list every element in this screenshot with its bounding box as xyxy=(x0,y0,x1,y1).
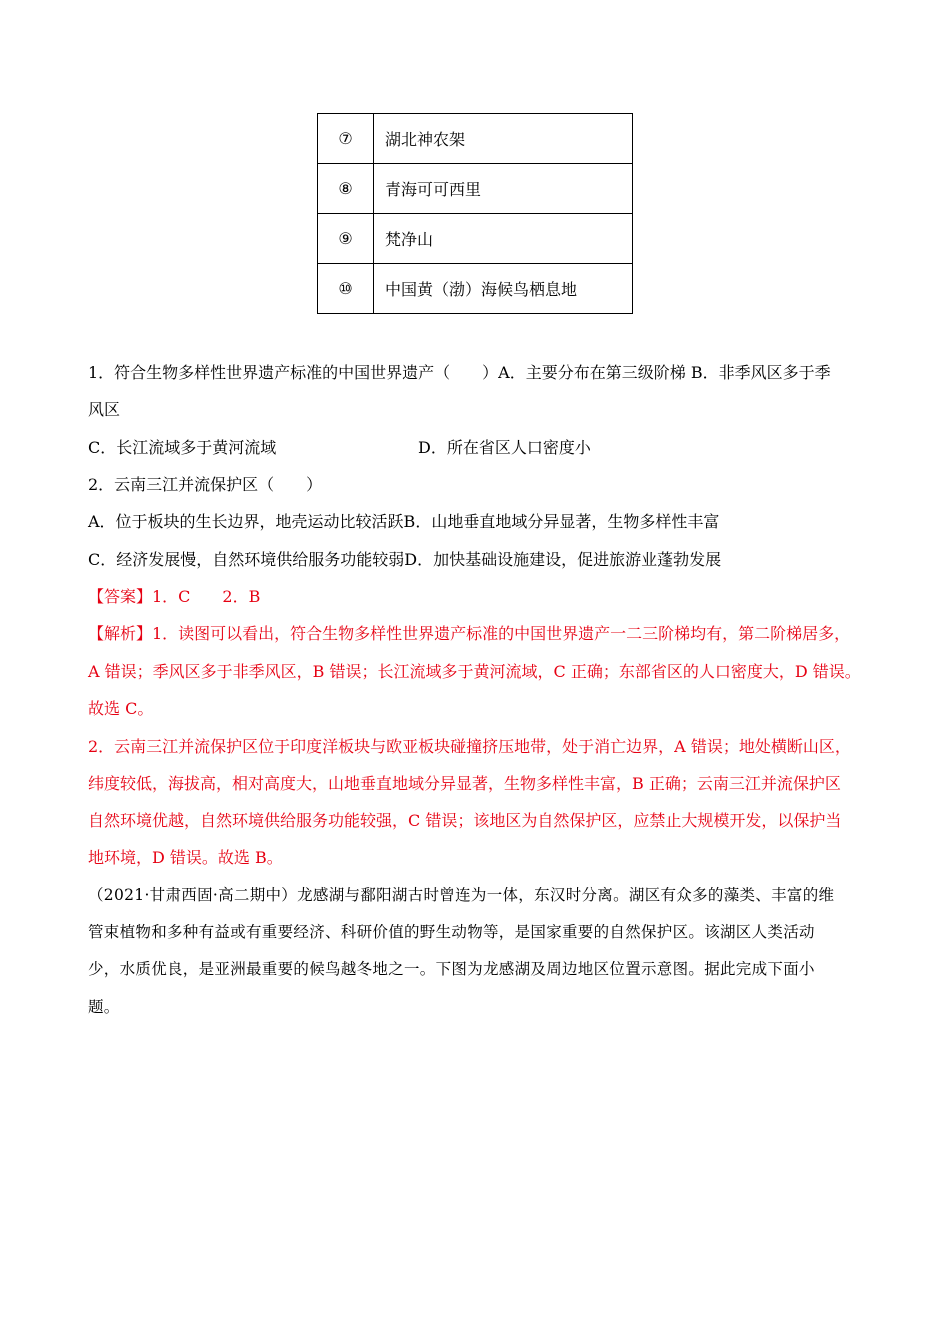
passage-line: 少，水质优良，是亚洲最重要的候鸟越冬地之一。下图为龙感湖及周边地区位置示意图。据此完成下面小 xyxy=(88,960,815,978)
analysis-line: 2．云南三江并流保护区位于印度洋板块与欧亚板块碰撞挤压地带，处于消亡边界，A 错误；地处横断山区， xyxy=(88,737,851,756)
site-name: 梵净山 xyxy=(374,214,633,264)
row-number: ⑨ xyxy=(318,214,374,264)
site-name: 中国黄（渤）海候鸟栖息地 xyxy=(374,264,633,314)
question-2-options-cd: C．经济发展慢，自然环境供给服务功能较弱D．加快基础设施建设，促进旅游业蓬勃发展 xyxy=(88,550,722,569)
site-name: 湖北神农架 xyxy=(374,114,633,164)
question-1-stem-line-2: 风区 xyxy=(88,400,121,419)
analysis-line: 纬度较低，海拔高，相对高度大，山地垂直地域分异显著，生物多样性丰富，B 正确；云南三江并流保护区 xyxy=(88,774,841,793)
row-number: ⑦ xyxy=(318,114,374,164)
question-1-option-c: C．长江流域多于黄河流域 xyxy=(88,438,277,457)
analysis-line: 地环境，D 错误。故选 B。 xyxy=(88,848,283,867)
question-2-stem: 2．云南三江并流保护区（ ） xyxy=(88,475,323,494)
heritage-sites-table xyxy=(317,113,633,314)
row-number: ⑧ xyxy=(318,164,374,214)
question-1-option-d: D．所在省区人口密度小 xyxy=(418,438,591,457)
table-row xyxy=(318,214,633,264)
answer-line: 【答案】1．C 2．B xyxy=(88,587,261,606)
table-row xyxy=(318,264,633,314)
question-2-options-ab: A．位于板块的生长边界，地壳运动比较活跃B．山地垂直地域分异显著，生物多样性丰富 xyxy=(88,512,720,531)
analysis-line: 故选 C。 xyxy=(88,699,154,718)
analysis-line: A 错误；季风区多于非季风区，B 错误；长江流域多于黄河流域，C 正确；东部省区的人口密度大，D 错误。 xyxy=(88,662,861,681)
table-row xyxy=(318,164,633,214)
question-1-stem-line-1: 1．符合生物多样性世界遗产标准的中国世界遗产（ ）A．主要分布在第三级阶梯 B．非季风区多于季 xyxy=(88,363,831,382)
passage-line: （2021·甘肃西固·高二期中）龙感湖与鄱阳湖古时曾连为一体，东汉时分离。湖区有众多的藻类、丰富的维 xyxy=(88,886,835,904)
row-number: ⑩ xyxy=(318,264,374,314)
table-row xyxy=(318,114,633,164)
question-1-options-cd xyxy=(88,438,591,458)
passage-line: 管束植物和多种有益或有重要经济、科研价值的野生动物等，是国家重要的自然保护区。该湖区人类活动 xyxy=(88,923,815,941)
analysis-line: 【解析】1．读图可以看出，符合生物多样性世界遗产标准的中国世界遗产一二三阶梯均有，第二阶梯居多， xyxy=(88,624,851,643)
site-name: 青海可可西里 xyxy=(374,164,633,214)
passage-line: 题。 xyxy=(88,998,120,1016)
analysis-line: 自然环境优越，自然环境供给服务功能较强，C 错误；该地区为自然保护区，应禁止大规模开发，以保护当 xyxy=(88,811,842,830)
